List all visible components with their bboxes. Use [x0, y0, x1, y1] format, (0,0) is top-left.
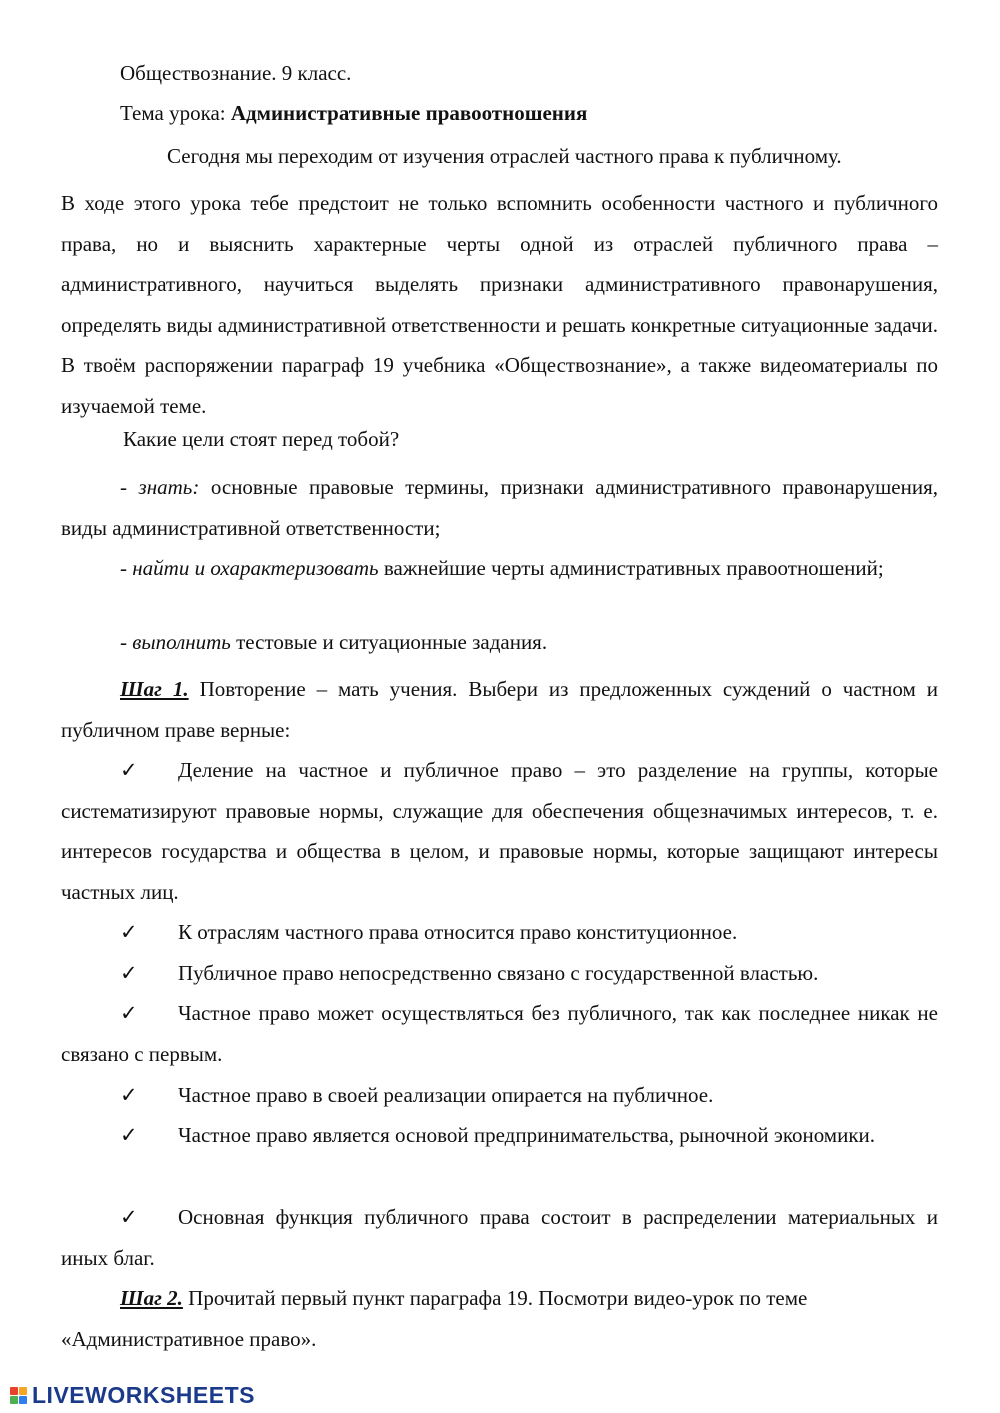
goal-text: важнейшие черты административных правоотношений; [383, 556, 884, 580]
step2-heading [61, 1278, 901, 1359]
subject-line: Обществознание. 9 класс. [120, 61, 352, 85]
goal-item [61, 467, 938, 548]
statement-item [61, 953, 938, 994]
statement-item [61, 993, 938, 1074]
statement-item [61, 1075, 938, 1116]
statement-text: Публичное право непосредственно связано с государственной властью. [178, 961, 819, 985]
statement-text: Деление на частное и публичное право – это разделение на группы, которые систематизируют правовые нормы, служащие для обеспечения общезначимых интересов, т. е. интересов государства и общества в целом, и правовые нормы, которые защищают интересы частных лиц. [61, 758, 938, 904]
goal-dash: - [120, 475, 139, 499]
step2-text: Прочитай первый пункт параграфа 19. Посмотри видео-урок по теме «Административное право». [61, 1286, 808, 1351]
statement-text: Частное право в своей реализации опирается на публичное. [178, 1083, 714, 1107]
goal-verb: выполнить [132, 630, 231, 654]
check-icon: ✓ [120, 1123, 138, 1147]
logo-text: LIVEWORKSHEETS [32, 1381, 255, 1408]
goal-dash: - [120, 630, 133, 654]
goal-item [120, 629, 547, 655]
lesson-topic: Административные правоотношения [230, 101, 588, 125]
statement-text: Частное право может осуществляться без публичного, так как последнее никак не связано с первым. [61, 1001, 938, 1066]
check-icon: ✓ [120, 1083, 138, 1107]
topic-prefix: Тема урока: [120, 101, 231, 125]
check-icon: ✓ [120, 1001, 138, 1025]
liveworksheets-logo[interactable] [10, 1382, 255, 1408]
statement-item [61, 912, 938, 953]
intro-first-line: Сегодня мы переходим от изучения отраслей частного права к публичному. [167, 144, 842, 168]
statement-text: Частное право является основой предпринимательства, рыночной экономики. [178, 1123, 876, 1147]
check-icon: ✓ [120, 920, 138, 944]
intro-paragraph [61, 183, 938, 427]
topic-line [120, 100, 587, 126]
goal-dash: - [120, 556, 133, 580]
goal-text: основные правовые термины, признаки административного правонарушения, виды административной ответственности; [61, 475, 938, 540]
step1-heading [61, 669, 938, 750]
check-icon: ✓ [120, 1205, 138, 1229]
check-icon: ✓ [120, 758, 138, 782]
intro-text: В ходе этого урока тебе предстоит не только вспомнить особенности частного и публичного права, но и выяснить характерные черты одной из отраслей публичного права – административного, научиться выделять признаки административного правонарушения, определять виды административной ответственности и решать конкретные ситуационные задачи. В твоём распоряжении параграф 19 учебника «Обществознание», а также видеоматериалы по изучаемой теме. [61, 191, 938, 418]
step2-label: Шаг 2. [120, 1286, 183, 1310]
check-icon: ✓ [120, 961, 138, 985]
statement-text: Основная функция публичного права состоит в распределении материальных и иных благ. [61, 1205, 938, 1270]
goal-verb: знать: [138, 475, 200, 499]
liveworksheets-logo-icon [10, 1387, 27, 1404]
goal-verb: найти и охарактеризовать [132, 556, 379, 580]
statement-item [61, 750, 938, 912]
statement-item [61, 1115, 938, 1156]
step1-label: Шаг 1. [120, 677, 189, 701]
statement-text: К отраслям частного права относится право конституционное. [178, 920, 738, 944]
step1-text: Повторение – мать учения. Выбери из предложенных суждений о частном и публичном праве верные: [61, 677, 938, 742]
goals-question: Какие цели стоят перед тобой? [123, 427, 400, 451]
goal-text: тестовые и ситуационные задания. [236, 630, 548, 654]
goal-item [61, 548, 938, 589]
statement-item [61, 1197, 938, 1278]
